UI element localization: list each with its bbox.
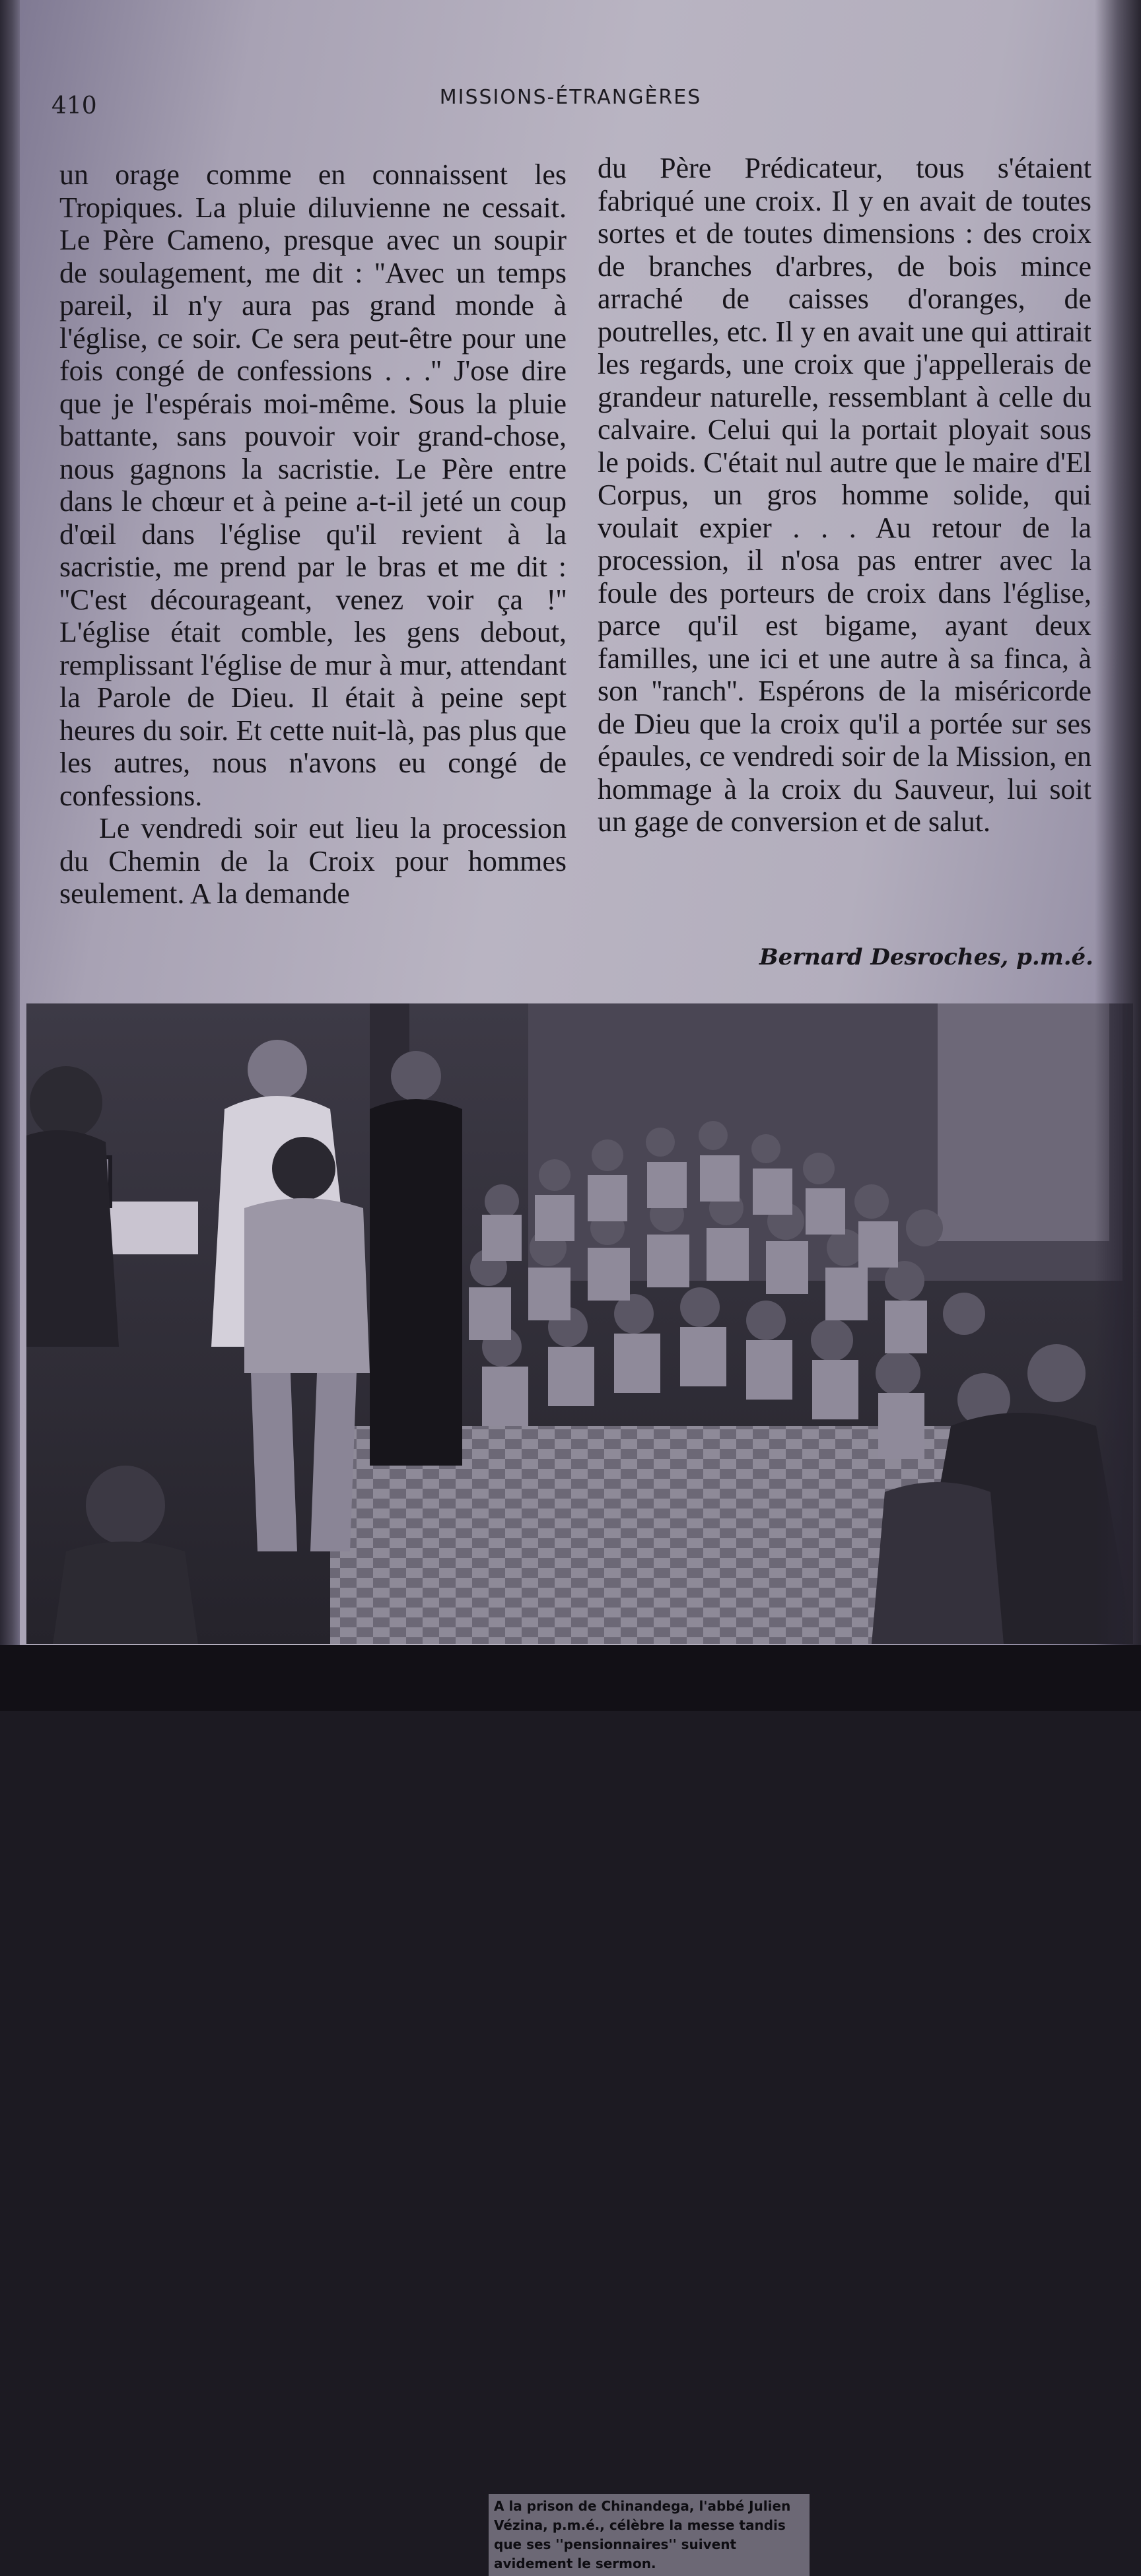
running-head: MISSIONS-ÉTRANGÈRES xyxy=(439,86,702,109)
author-signature: Bernard Desroches, p.m.é. xyxy=(759,944,1093,970)
photograph xyxy=(26,1003,1133,2571)
photo-illustration xyxy=(26,1003,1133,1644)
photo-caption: A la prison de Chinandega, l'abbé Julien Vézina, p.m.é., célèbre la messe tandis que ses ''pensionnaires'' suivent avidement le sermon. xyxy=(489,2494,810,2576)
paragraph: Le vendredi soir eut lieu la procession du Chemin de la Croix pour hommes seulement. A la demande xyxy=(59,812,567,910)
left-column xyxy=(59,158,567,910)
right-column xyxy=(598,152,1091,838)
bottom-shadow xyxy=(0,1645,1141,1711)
paragraph: un orage comme en connaissent les Tropiques. La pluie diluvienne ne cessait. Le Père Cameno, presque avec un soupir de soulagement, me dit : ''Avec un temps pareil, il n'y aura pas grand monde à l'église, ce soir. Ce sera peut-être pour une fois congé de confessions . . .'' J'ose dire que je l'espérais moi-même. Sous la pluie battante, sans pouvoir voir grand-chose, nous gagnons la sacristie. Le Père entre dans le chœur et à peine a-t-il jeté un coup d'œil dans l'église qu'il revient à la sacristie, me prend par le bras et me dit : ''C'est décourageant, venez voir ça !'' L'église était comble, les gens debout, remplissant l'église de mur à mur, attendant la Parole de Dieu. Il était à peine sept heures du soir. Et cette nuit-là, pas plus que les autres, nous n'avons eu congé de confessions. xyxy=(59,158,567,812)
page-shadow xyxy=(1095,0,1141,1711)
paragraph: du Père Prédicateur, tous s'étaient fabriqué une croix. Il y en avait de toutes sortes et de toutes dimensions : des croix de branches d'arbres, de bois mince arraché de caisses d'oranges, de poutrelles, etc. Il y en avait une qui attirait les regards, une croix que j'appellerais de grandeur naturelle, ressemblant à celle du calvaire. Celui qui la portait ployait sous le poids. C'était nul autre que le maire d'El Corpus, un gros homme solide, qui voulait expier . . . Au retour de la procession, il n'osa pas entrer avec la foule des porteurs de croix dans l'église, parce qu'il est bigame, ayant deux familles, une ici et une autre à sa finca, à son ''ranch''. Espérons de la miséricorde de Dieu que la croix qu'il a portée sur ses épaules, ce vendredi soir de la Mission, en hommage à la croix du Sauveur, lui soit un gage de conversion et de salut. xyxy=(598,152,1091,838)
page-gutter-edge xyxy=(0,0,20,1711)
page-number: 410 xyxy=(52,92,97,119)
